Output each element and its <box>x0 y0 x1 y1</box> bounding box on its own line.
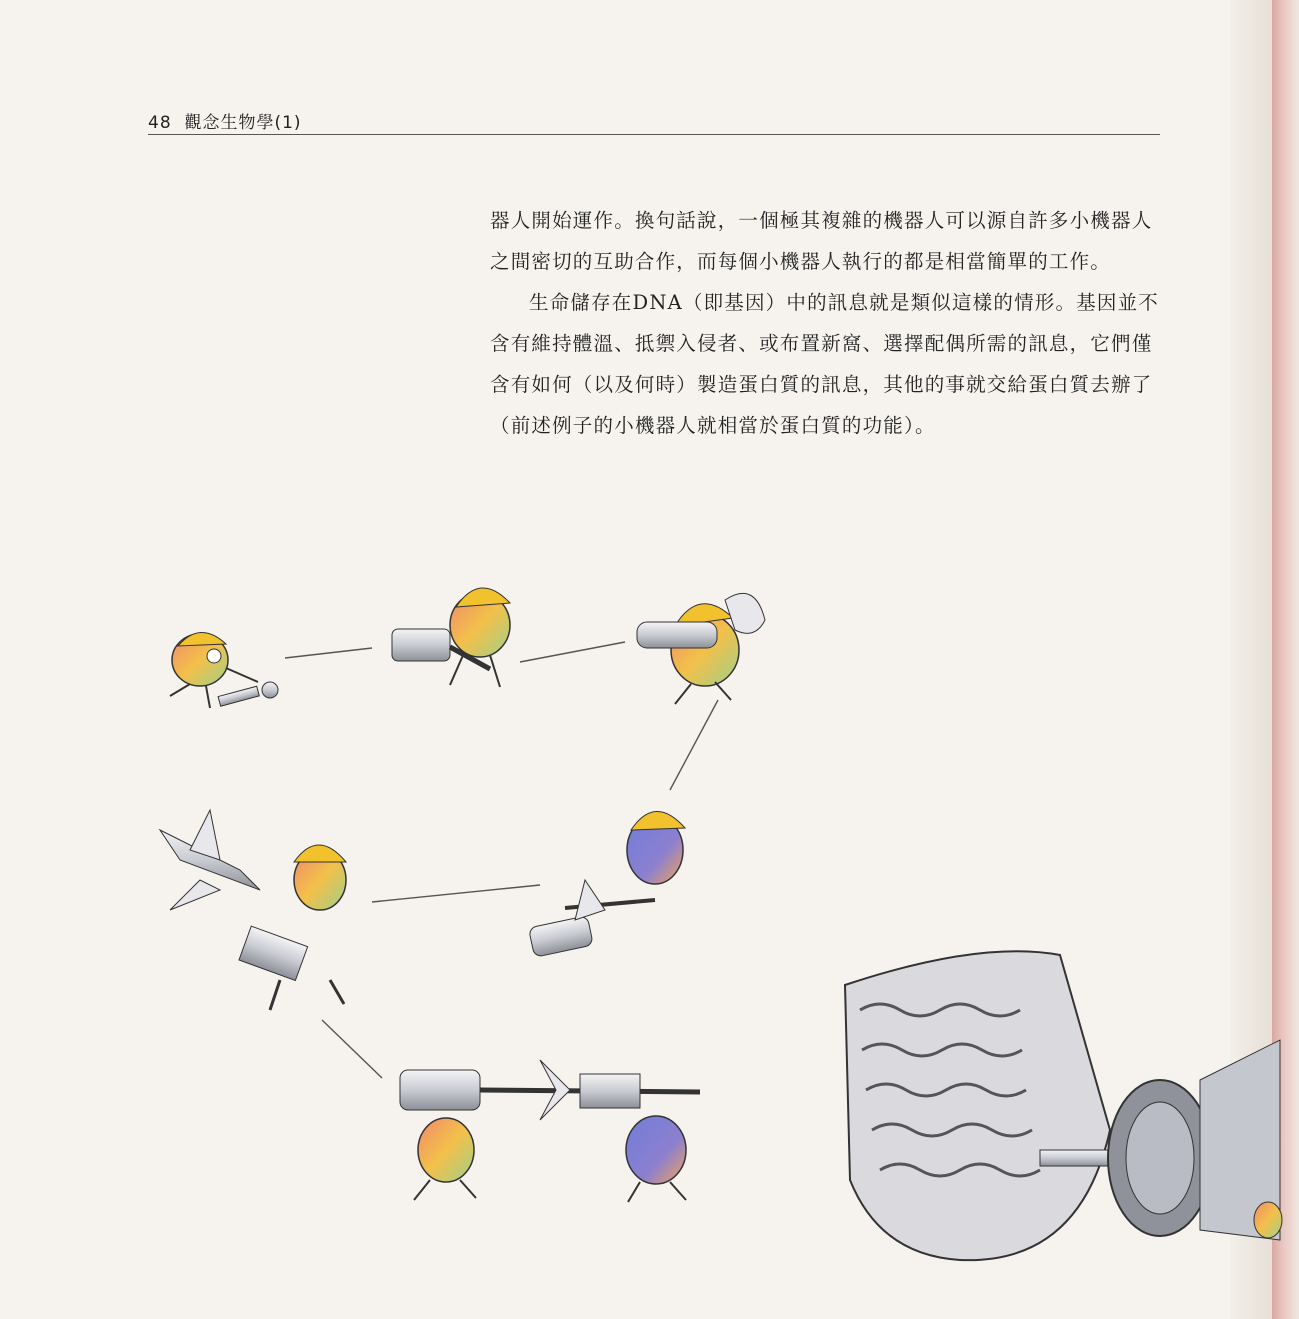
worker-3-icon <box>637 593 765 704</box>
worker-pair-icon <box>400 1060 700 1202</box>
tire-machine-icon <box>845 951 1282 1260</box>
worker-2-icon <box>392 588 510 687</box>
paragraph-1: 器人開始運作。換句話說，一個極其複雜的機器人可以源自許多小機器人之間密切的互助合作，而每個小機器人執行的都是相當簡單的工作。 <box>490 209 1153 273</box>
paragraph-2: 生命儲存在DNA（即基因）中的訊息就是類似這樣的情形。基因並不含有維持體溫、抵禦入侵者、或布置新窩、選擇配偶所需的訊息，它們僅含有如何（以及何時）製造蛋白質的訊息，其他的事就交給蛋白質去辦了（前述例子的小機器人就相當於蛋白質的功能）。 <box>490 291 1159 437</box>
worker-1-icon <box>170 632 278 708</box>
page-number: 48 <box>148 113 172 133</box>
worker-5-icon <box>528 811 685 957</box>
book-title: 觀念生物學(1) <box>184 113 302 133</box>
worker-4-icon <box>160 810 346 1010</box>
